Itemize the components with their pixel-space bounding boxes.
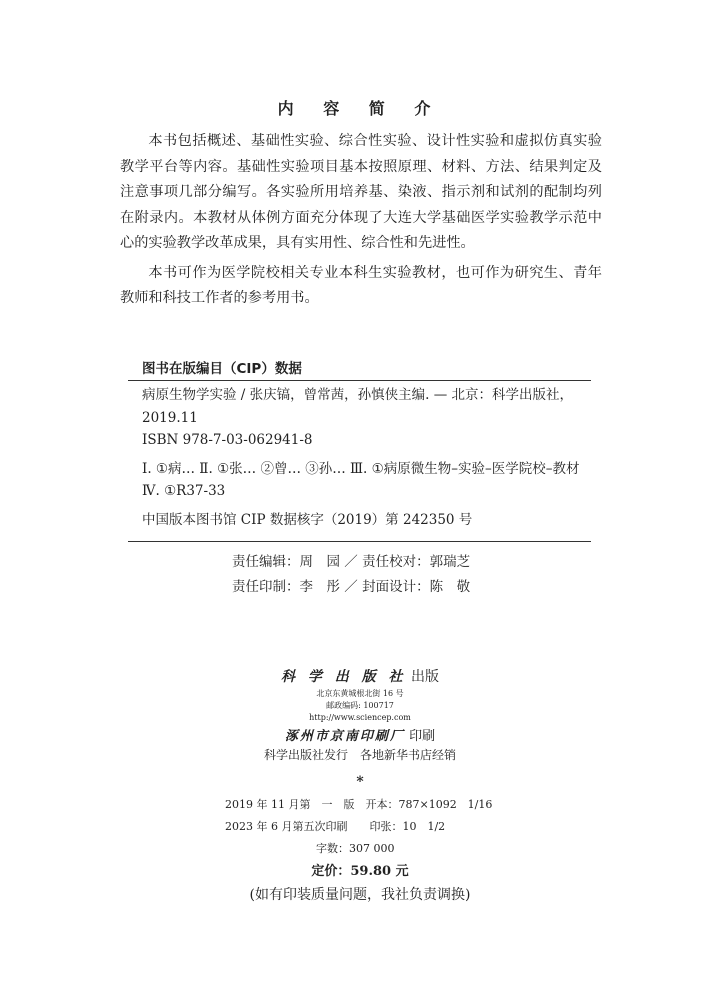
summary-paragraph-1: 本书包括概述、基础性实验、综合性实验、设计性实验和虚拟仿真实验教学平台等内容。基础性实验项目基本按照原理、材料、方法、结果判定及注意事项几部分编写。各实验所用培养基、染液、指示剂和试剂的配制均列在附录内。本教材从体例方面充分体现了大连大学基础医学实验教学示范中心的实验教学改革成果，具有实用性、综合性和先进性。 (120, 133, 602, 251)
separator-star: * (356, 774, 364, 790)
cip-record: 病原生物学实验 / 张庆镐，曾常茜，孙慎侠主编. — 北京：科学出版社，2019.11 (142, 387, 574, 426)
staff-editor-line: 责任编辑：周 园 ／ 责任校对：郭瑞芝 (232, 554, 471, 570)
edition-line-1: 2019 年 11 月第 一 版 开本：787×1092 1/16 (225, 798, 493, 811)
cip-classification: Ⅰ. ①病… Ⅱ. ①张… ②曾… ③孙… Ⅲ. ①病原微生物–实验–医学院校–教材 Ⅳ. ①R37-33 (142, 460, 580, 499)
word-count: 字数：307 000 (316, 842, 395, 855)
publisher-line (0, 666, 720, 686)
publisher-postcode: 邮政编码: 100717 (326, 701, 394, 710)
staff-printing-line: 责任印制：李 彤 ／ 封面设计：陈 敬 (232, 579, 471, 595)
publisher-address: 北京东黄城根北街 16 号 (316, 689, 404, 698)
printer-action: 印刷 (409, 729, 436, 744)
summary-paragraph-2: 本书可作为医学院校相关专业本科生实验教材，也可作为研究生、青年教师和科技工作者的参考用书。 (120, 264, 602, 306)
cip-bottom-rule (128, 541, 591, 542)
distribution-line: 科学出版社发行 各地新华书店经销 (263, 748, 456, 762)
printer-line (0, 725, 720, 744)
cip-library-number: 中国版本图书馆 CIP 数据核字（2019）第 242350 号 (142, 511, 473, 528)
printer-logo-text: 涿州市京南印刷厂 (284, 729, 405, 744)
publisher-logo-text: 科 学 出 版 社 (281, 669, 407, 685)
cip-top-rule (128, 380, 591, 381)
price: 定价：59.80 元 (311, 864, 409, 879)
summary-title: 内 容 简 介 (277, 99, 443, 118)
quality-note: (如有印装质量问题，我社负责调换) (249, 887, 471, 903)
cip-isbn: ISBN 978-7-03-062941-8 (142, 432, 313, 448)
edition-line-2: 2023 年 6 月第五次印刷 印张：10 1/2 (225, 820, 446, 833)
cip-heading: 图书在版编目（CIP）数据 (142, 361, 302, 377)
summary-body (120, 129, 602, 312)
cip-body (142, 384, 594, 531)
publisher-action: 出版 (410, 669, 439, 685)
publisher-website: http://www.sciencep.com (309, 713, 411, 722)
